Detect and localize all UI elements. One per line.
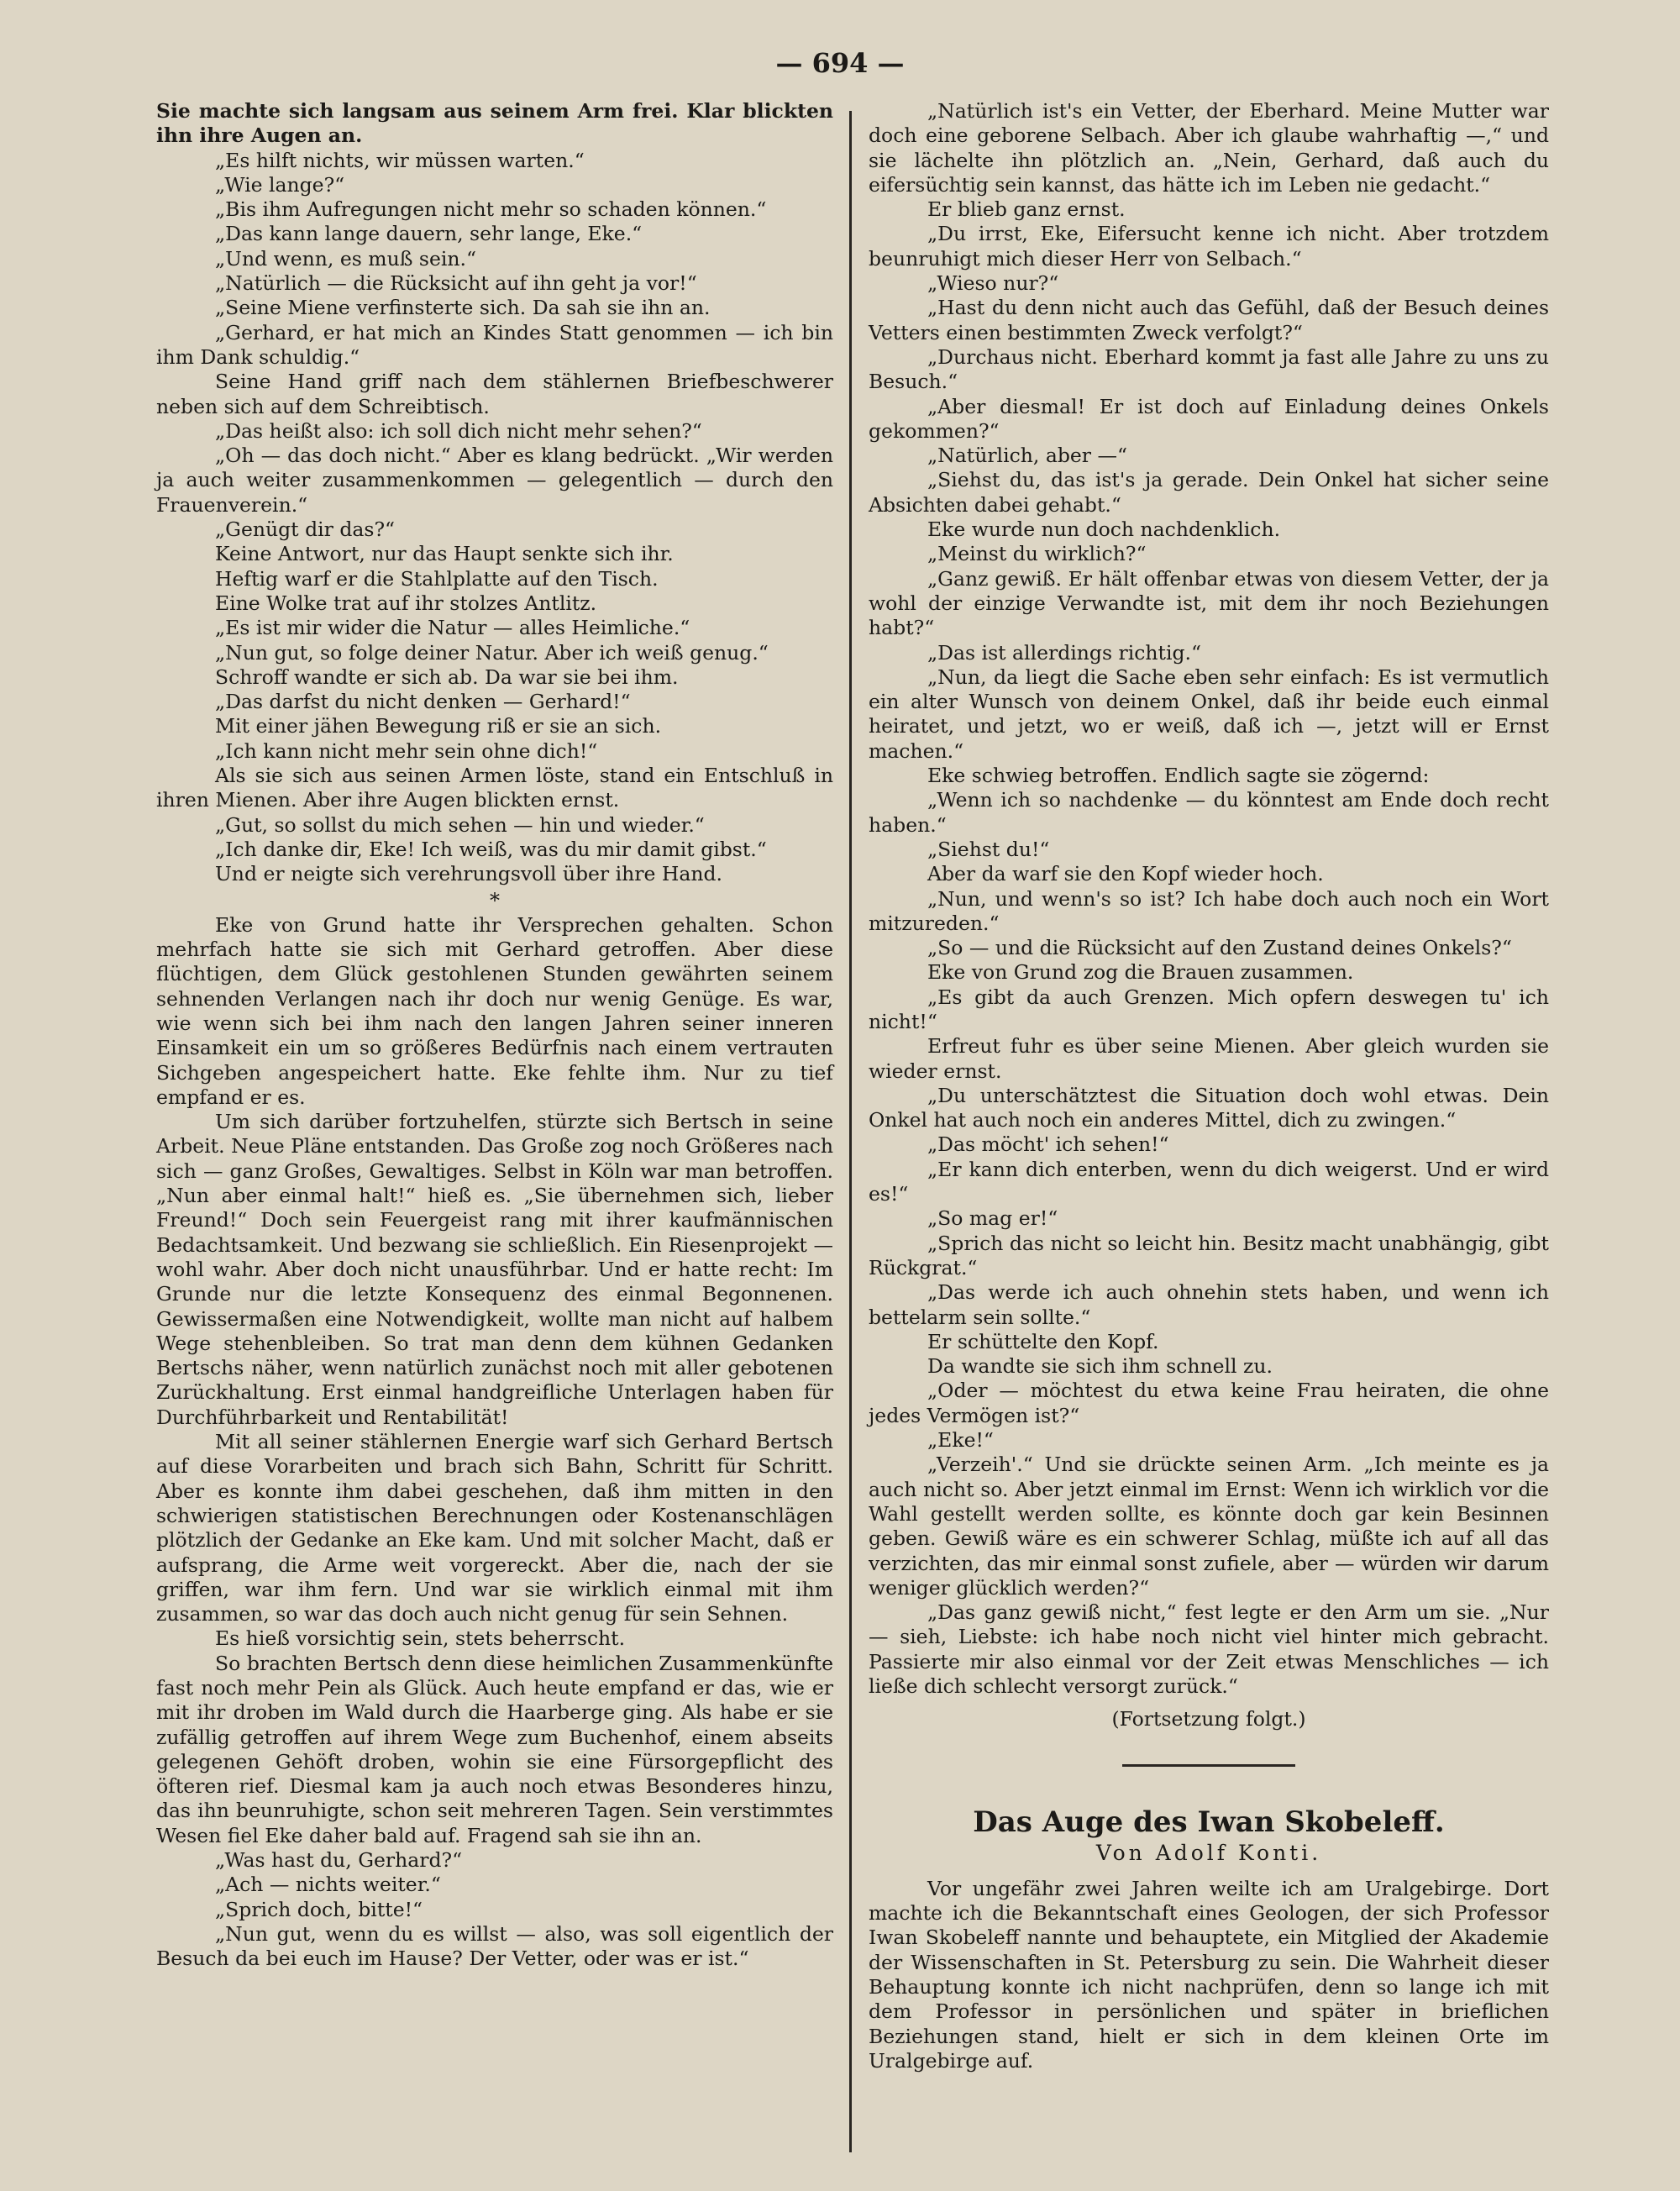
paragraph: Eine Wolke trat auf ihr stolzes Antlitz. bbox=[215, 591, 597, 615]
paragraph: Erfreut fuhr es über seine Mienen. Aber gleich wurden sie wieder ernst. bbox=[869, 1034, 1549, 1083]
paragraph: Keine Antwort, nur das Haupt senkte sich ihr. bbox=[215, 542, 674, 566]
paragraph: „Natürlich — die Rücksicht auf ihn geht ja vor!“ bbox=[215, 271, 697, 296]
paragraph: „Bis ihm Aufregungen nicht mehr so schaden können.“ bbox=[215, 197, 767, 222]
paragraph: „Wenn ich so nachdenke — du könntest am Ende doch recht haben.“ bbox=[869, 788, 1549, 837]
paragraph: „Eke!“ bbox=[927, 1428, 994, 1453]
paragraph: Eke von Grund zog die Brauen zusammen. bbox=[927, 960, 1354, 985]
paragraph: Es hieß vorsichtig sein, stets beherrscht. bbox=[215, 1626, 626, 1651]
paragraph: „Er kann dich enterben, wenn du dich weigerst. Und er wird es!“ bbox=[869, 1157, 1549, 1206]
paragraph: „So — und die Rücksicht auf den Zustand deines Onkels?“ bbox=[927, 936, 1512, 960]
paragraph: Eke von Grund hatte ihr Versprechen gehalten. Schon mehrfach hatte sie sich mit Gerhard getroffen. Aber diese flüchtigen, dem Glück gestohlenen Stunden gewährten seinem sehnenden Verlangen nach ihr doch nur wenig Genüge. Es war, wie wenn sich bei ihm nach den langen Jahren seiner inneren Einsamkeit ein um so größeres Bedürfnis nach einem vertrauten Sichgeben angespeichert hatte. Eke fehlte ihm. Nur zu tief empfand er es. bbox=[156, 912, 833, 1109]
paragraph: „Oder — möchtest du etwa keine Frau heiraten, die ohne jedes Vermögen ist?“ bbox=[869, 1379, 1549, 1427]
paragraph: „Oh — das doch nicht.“ Aber es klang bedrückt. „Wir werden ja auch weiter zusammenkommen — gelegentlich — durch den Frauenverein.“ bbox=[156, 444, 833, 517]
paragraph: Eke schwieg betroffen. Endlich sagte sie zögernd: bbox=[927, 764, 1430, 788]
paragraph: „Wie lange?“ bbox=[215, 172, 345, 197]
paragraph: „Ich danke dir, Eke! Ich weiß, was du mir damit gibst.“ bbox=[215, 837, 767, 861]
continued-note: (Fortsetzung folgt.) bbox=[1111, 1707, 1306, 1731]
paragraph: „Durchaus nicht. Eberhard kommt ja fast alle Jahre zu uns zu Besuch.“ bbox=[869, 344, 1549, 394]
paragraph: „Nun, da liegt die Sache eben sehr einfach: Es ist vermutlich ein alter Wunsch von deinem Onkel, daß ihr beide euch einmal heiratet, und jetzt, wo er weiß, daß ich —, jetzt will er Ernst machen.“ bbox=[869, 665, 1549, 763]
paragraph: „Das darfst du nicht denken — Gerhard!“ bbox=[215, 690, 631, 714]
paragraph: Und er neigte sich verehrungsvoll über ihre Hand. bbox=[215, 862, 723, 886]
paragraph: Mit all seiner stählernen Energie warf sich Gerhard Bertsch auf diese Vorarbeiten und brach sich Bahn, Schritt für Schritt. Aber es konnte ihm dabei geschehen, daß ihm mitten in den schwierigen statistischen Berechnungen oder Kostenanschlägen plötzlich der Gedanke an Eke kam. Und mit solcher Macht, daß er aufsprang, die Arme weit vorgereckt. Aber die, nach der sie griffen, war ihm fern. Und war sie wirklich einmal mit ihm zusammen, so war das doch auch nicht genug für sein Sehnen. bbox=[156, 1430, 833, 1626]
paragraph: „Du unterschätztest die Situation doch wohl etwas. Dein Onkel hat auch noch ein anderes Mittel, dich zu zwingen.“ bbox=[869, 1083, 1549, 1132]
paragraph: „Genügt dir das?“ bbox=[215, 518, 396, 542]
paragraph: „Ich kann nicht mehr sein ohne dich!“ bbox=[215, 738, 598, 763]
paragraph: „Es hilft nichts, wir müssen warten.“ bbox=[215, 148, 585, 172]
paragraph: Schroff wandte er sich ab. Da war sie bei ihm. bbox=[215, 665, 679, 689]
paragraph: „Das ist allerdings richtig.“ bbox=[927, 640, 1202, 665]
paragraph: „So mag er!“ bbox=[927, 1206, 1058, 1231]
story-author: Von Adolf Konti. bbox=[1095, 1840, 1322, 1865]
paragraph: „Natürlich, aber —“ bbox=[927, 444, 1128, 468]
paragraph: „Aber diesmal! Er ist doch auf Einladung deines Onkels gekommen?“ bbox=[869, 394, 1549, 443]
paragraph: Seine Hand griff nach dem stählernen Briefbeschwerer neben sich auf dem Schreibtisch. bbox=[156, 370, 833, 418]
paragraph: „Was hast du, Gerhard?“ bbox=[215, 1848, 463, 1873]
column-divider bbox=[849, 111, 852, 2152]
section-separator: * bbox=[490, 888, 500, 912]
paragraph: Als sie sich aus seinen Armen löste, stand ein Entschluß in ihren Mienen. Aber ihre Augen blickten ernst. bbox=[156, 764, 833, 812]
paragraph: „Meinst du wirklich?“ bbox=[927, 542, 1147, 566]
story-paragraph: Vor ungefähr zwei Jahren weilte ich am Uralgebirge. Dort machte ich die Bekanntschaft eines Geologen, der sich Professor Iwan Skobeleff nannte und behauptete, ein Mitglied der Akademie der Wissenschaften in St. Petersburg zu sein. Die Wahrheit dieser Behauptung konnte ich nicht nachprüfen, denn so lange ich mit dem Professor in persönlichen und später in brieflichen Beziehungen stand, hielt er sich in dem kleinen Orte im Uralgebirge auf. bbox=[869, 1876, 1549, 2073]
right-column bbox=[869, 99, 1549, 2073]
paragraph: „Verzeih'.“ Und sie drückte seinen Arm. „Ich meinte es ja auch nicht so. Aber jetzt einmal im Ernst: Wenn ich wirklich vor die Wahl gestellt werden sollte, es könnte doch gar kein Besinnen geben. Gewiß wäre es ein schwerer Schlag, müßte ich auf all das verzichten, das mir einmal sonst zufiele, aber — würden wir darum weniger glücklich werden?“ bbox=[869, 1453, 1549, 1600]
paragraph: Aber da warf sie den Kopf wieder hoch. bbox=[927, 862, 1324, 886]
paragraph: „Natürlich ist's ein Vetter, der Eberhard. Meine Mutter war doch eine geborene Selbach. Aber ich glaube wahrhaftig —,“ und sie lächelte ihn plötzlich an. „Nein, Gerhard, daß auch du eifersüchtig sein kannst, das hätte ich im Leben nie gedacht.“ bbox=[869, 99, 1549, 197]
paragraph: „Das werde ich auch ohnehin stets haben, und wenn ich bettelarm sein sollte.“ bbox=[869, 1280, 1549, 1329]
paragraph: „Das kann lange dauern, sehr lange, Eke.“ bbox=[215, 222, 643, 246]
paragraph: Um sich darüber fortzuhelfen, stürzte sich Bertsch in seine Arbeit. Neue Pläne entstanden. Das Große zog noch Größeres nach sich — ganz Großes, Gewaltiges. Selbst in Köln war man betroffen. „Nun aber einmal halt!“ hieß es. „Sie übernehmen sich, lieber Freund!“ Doch sein Feuergeist rang mit ihrer kaufmännischen Bedachtsamkeit. Und bezwang sie schließlich. Ein Riesenprojekt — wohl wahr. Aber doch nicht unausführbar. Und er hatte recht: Im Grunde nur die letzte Konsequenz des einmal Begonnenen. Gewissermaßen eine Notwendigkeit, wollte man nicht auf halbem Wege stehenbleiben. So trat man denn dem kühnen Gedanken Bertschs näher, wenn natürlich zunächst noch mit aller gebotenen Zurückhaltung. Erst einmal handgreifliche Unterlagen haben für Durchführbarkeit und Rentabilität! bbox=[156, 1110, 833, 1429]
paragraph: „Gerhard, er hat mich an Kindes Statt genommen — ich bin ihm Dank schuldig.“ bbox=[156, 320, 833, 369]
paragraph: „Das heißt also: ich soll dich nicht mehr sehen?“ bbox=[215, 418, 702, 443]
page-number: — 694 — bbox=[775, 47, 905, 79]
paragraph: „Seine Miene verfinsterte sich. Da sah sie ihn an. bbox=[215, 296, 711, 320]
paragraph: „Siehst du, das ist's ja gerade. Dein Onkel hat sicher seine Absichten dabei gehabt.“ bbox=[869, 468, 1549, 517]
left-column bbox=[156, 99, 833, 1972]
paragraph: „Hast du denn nicht auch das Gefühl, daß der Besuch deines Vetters einen bestimmten Zweck verfolgt?“ bbox=[869, 296, 1549, 344]
paragraph: Er blieb ganz ernst. bbox=[927, 197, 1126, 222]
paragraph: So brachten Bertsch denn diese heimlichen Zusammenkünfte fast noch mehr Pein als Glück. Auch heute empfand er das, wie er mit ihr droben im Wald durch die Haarberge ging. Als habe er sie zufällig getroffen auf ihrem Wege zum Buchenhof, einem abseits gelegenen Gehöft droben, wohin sie eine Fürsorgepflicht des öfteren rief. Diesmal kam ja auch noch etwas Besonderes hinzu, das ihn beunruhigte, schon seit mehreren Tagen. Sein verstimmtes Wesen fiel Eke daher bald auf. Fragend sah sie ihn an. bbox=[156, 1651, 833, 1847]
right-paragraphs bbox=[869, 99, 1549, 1699]
paragraph: „Nun, und wenn's so ist? Ich habe doch auch noch ein Wort mitzureden.“ bbox=[869, 886, 1549, 935]
left-paragraphs-2 bbox=[156, 913, 833, 1972]
paragraph: „Nun gut, so folge deiner Natur. Aber ich weiß genug.“ bbox=[215, 640, 769, 665]
paragraph: „Siehst du!“ bbox=[927, 837, 1050, 861]
paragraph: Eke wurde nun doch nachdenklich. bbox=[927, 518, 1281, 542]
paragraph: „Wieso nur?“ bbox=[927, 271, 1059, 296]
paragraph: Da wandte sie sich ihm schnell zu. bbox=[927, 1354, 1273, 1379]
paragraph: „Ach — nichts weiter.“ bbox=[215, 1873, 441, 1897]
paragraph: Heftig warf er die Stahlplatte auf den Tisch. bbox=[215, 566, 659, 591]
paragraph: Er schüttelte den Kopf. bbox=[927, 1329, 1159, 1353]
paragraph: „Du irrst, Eke, Eifersucht kenne ich nicht. Aber trotzdem beunruhigt mich dieser Herr von Selbach.“ bbox=[869, 222, 1549, 271]
story-title: Das Auge des Iwan Skobeleff. bbox=[973, 1805, 1445, 1839]
left-paragraphs bbox=[156, 99, 833, 887]
paragraph: „Sprich das nicht so leicht hin. Besitz macht unabhängig, gibt Rückgrat.“ bbox=[869, 1231, 1549, 1279]
paragraph: „Ganz gewiß. Er hält offenbar etwas von diesem Vetter, der ja wohl der einzige Verwandte ist, mit dem ihr noch Beziehungen habt?“ bbox=[869, 566, 1549, 640]
paragraph: „Sprich doch, bitte!“ bbox=[215, 1897, 423, 1921]
paragraph: Mit einer jähen Bewegung riß er sie an sich. bbox=[215, 714, 662, 738]
paragraph: „Und wenn, es muß sein.“ bbox=[215, 246, 476, 271]
paragraph: „Das ganz gewiß nicht,“ fest legte er den Arm um sie. „Nur — sieh, Liebste: ich habe noch nicht viel hinter mich gebracht. Passierte mir also einmal vor der Zeit etwas Menschliches — ich ließe dich schlecht versorgt zurück.“ bbox=[869, 1600, 1549, 1698]
paragraph: „Es gibt da auch Grenzen. Mich opfern deswegen tu' ich nicht!“ bbox=[869, 985, 1549, 1033]
paragraph: „Das möcht' ich sehen!“ bbox=[927, 1132, 1169, 1157]
story-divider bbox=[1122, 1764, 1295, 1767]
paragraph: „Es ist mir wider die Natur — alles Heimliche.“ bbox=[215, 616, 690, 640]
paragraph: „Gut, so sollst du mich sehen — hin und wieder.“ bbox=[215, 812, 705, 837]
paragraph: „Nun gut, wenn du es willst — also, was soll eigentlich der Besuch da bei euch im Hause? Der Vetter, oder was er ist.“ bbox=[156, 1921, 833, 1971]
paragraph: Sie machte sich langsam aus seinem Arm frei. Klar blickten ihn ihre Augen an. bbox=[156, 99, 833, 148]
